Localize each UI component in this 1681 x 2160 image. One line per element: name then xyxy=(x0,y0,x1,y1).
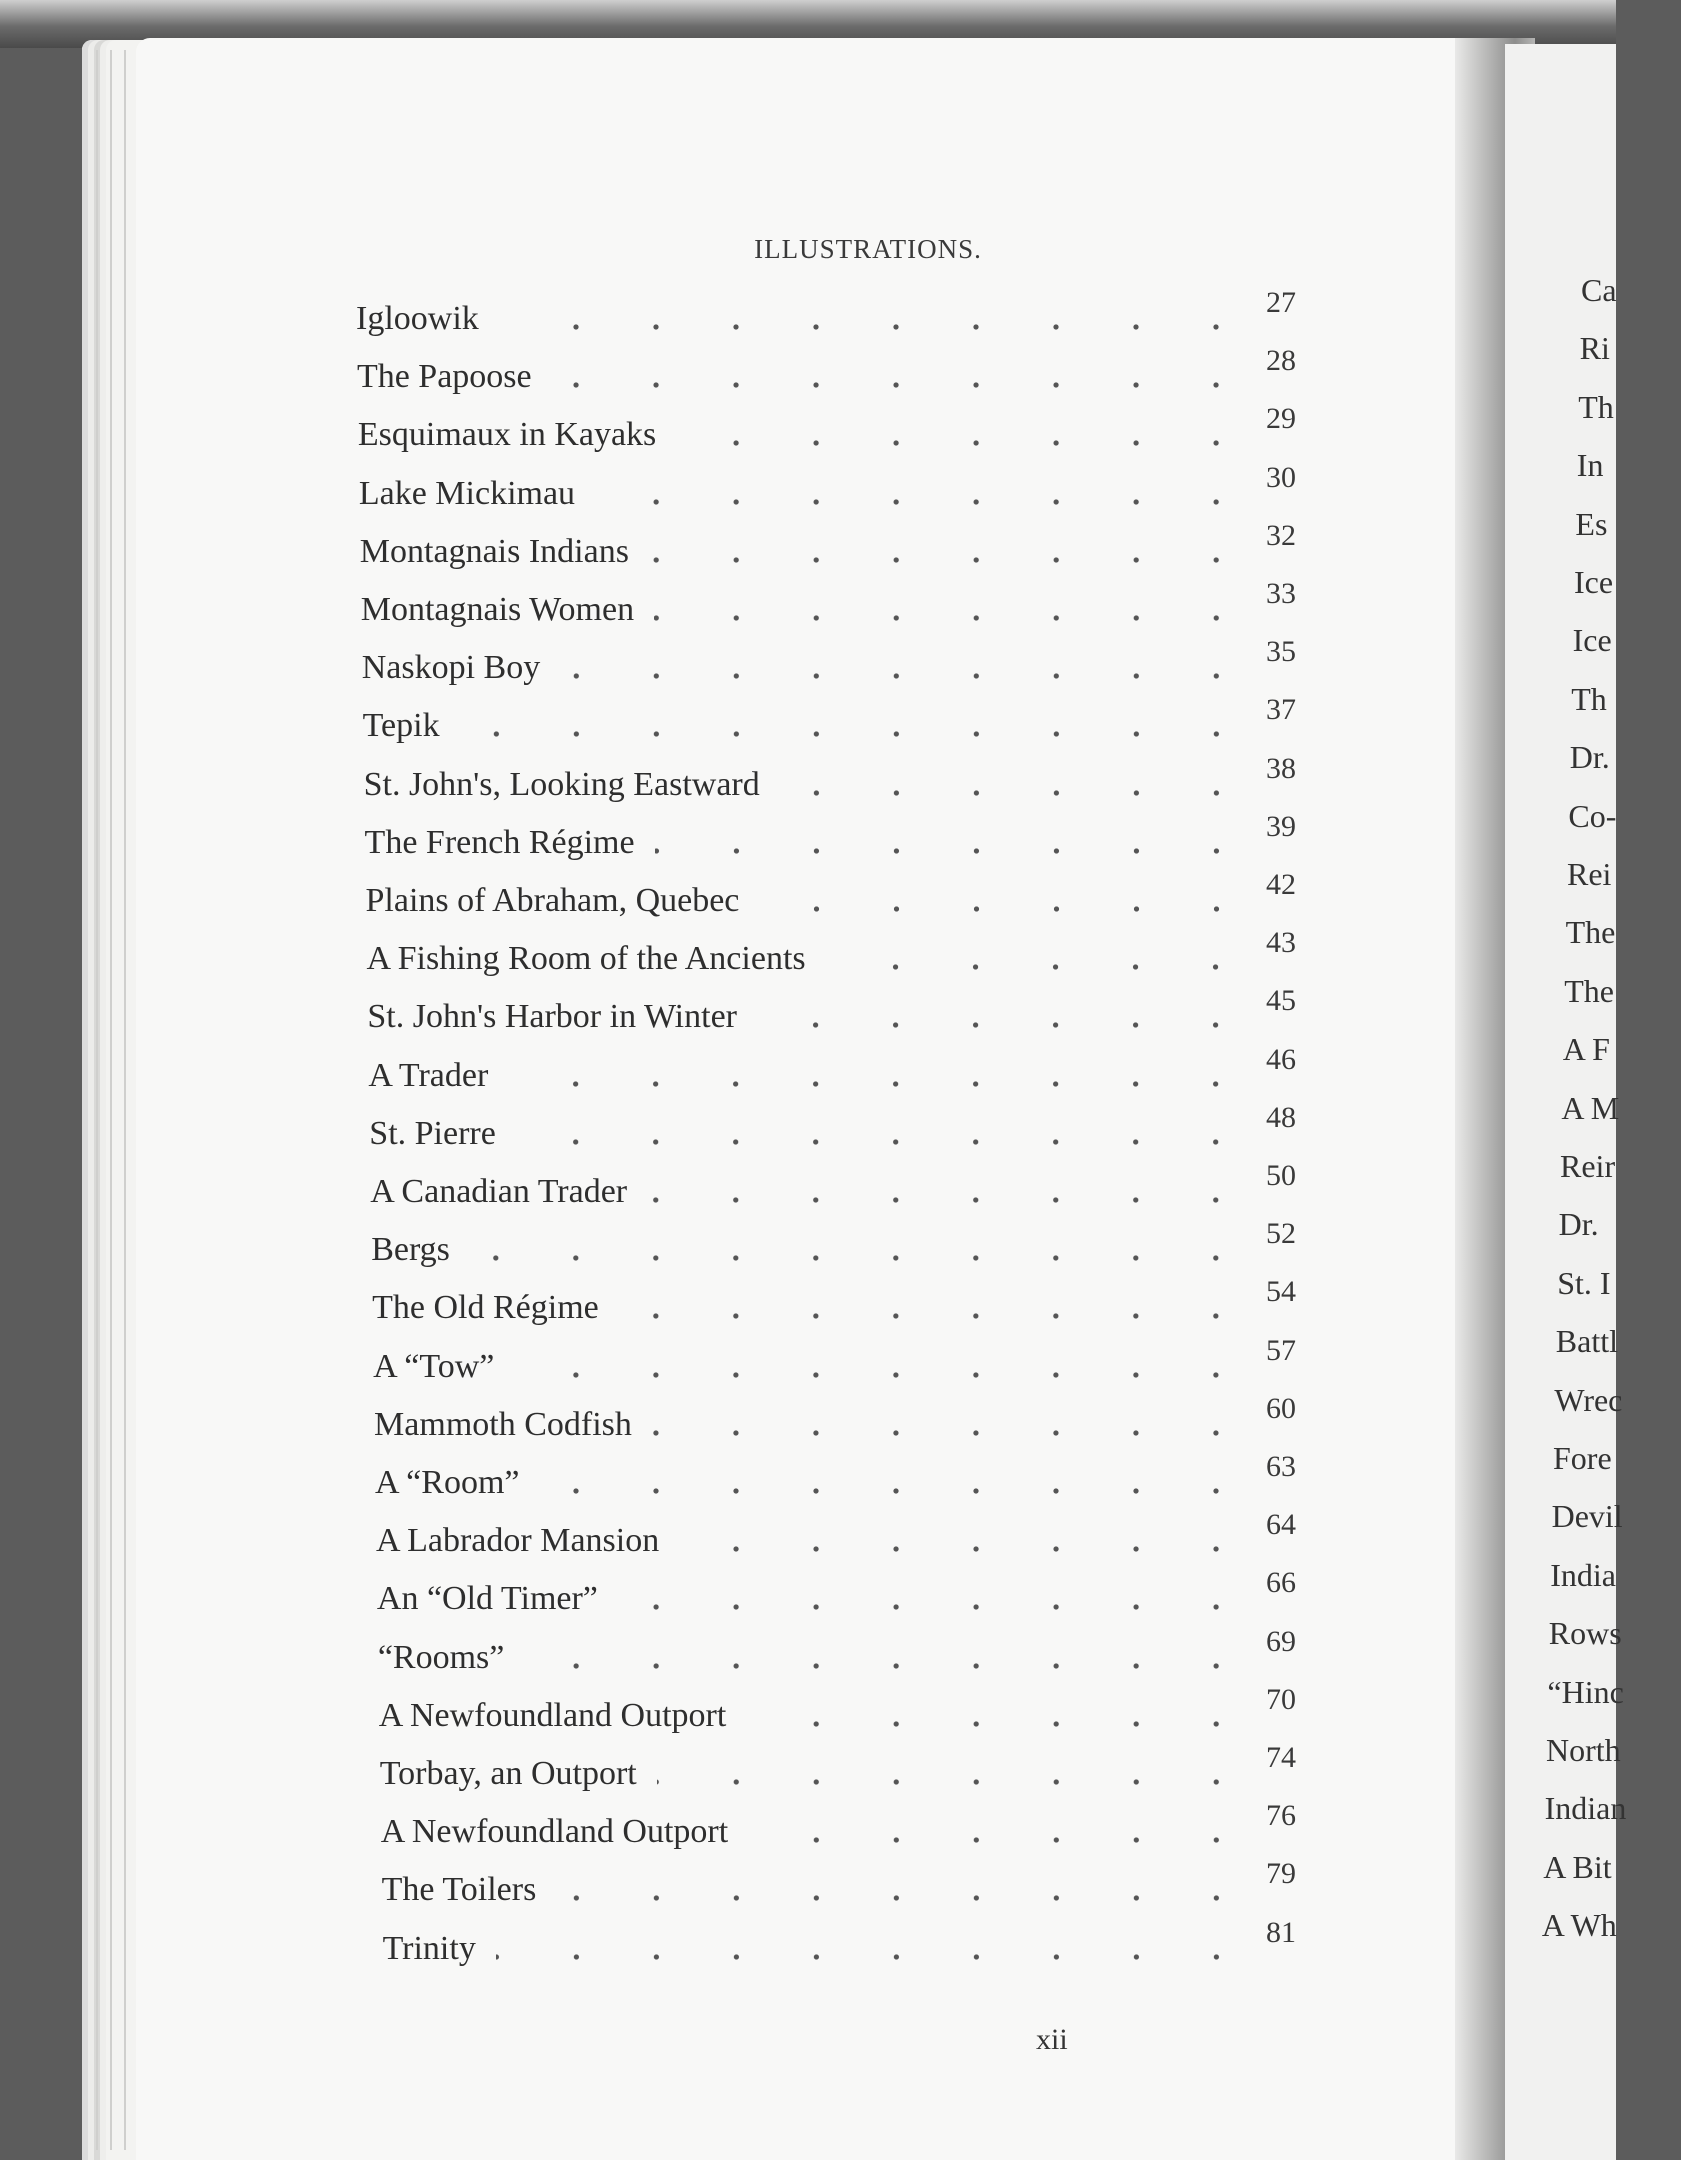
leader-dots xyxy=(652,1430,1256,1436)
list-item xyxy=(374,1391,1326,1450)
entry-title: The Old Régime xyxy=(372,1289,599,1327)
entry-page-number: 64 xyxy=(1265,1508,1296,1542)
list-item xyxy=(377,1624,1326,1683)
entry-title: The Papoose xyxy=(356,358,532,396)
list-item xyxy=(356,288,1326,344)
entry-page-number: 45 xyxy=(1265,984,1296,1018)
list-item xyxy=(376,1510,1326,1566)
entry-page-number: 52 xyxy=(1265,1217,1296,1251)
list-item xyxy=(358,404,1326,460)
leader-dots xyxy=(749,1837,1256,1843)
entry-page-number: 46 xyxy=(1265,1042,1296,1076)
leader-dots xyxy=(654,615,1256,621)
entry-page-number: 29 xyxy=(1265,402,1296,436)
right-page-fragment: Dr. xyxy=(1569,739,1610,776)
entry-title: Bergs xyxy=(371,1231,450,1269)
right-page-fragment: Es xyxy=(1575,505,1608,542)
entry-title: “Rooms” xyxy=(377,1638,505,1676)
right-page-fragment: Th xyxy=(1578,388,1614,425)
right-page-fragment: Devil xyxy=(1551,1498,1623,1535)
leader-dots xyxy=(780,790,1256,796)
entry-page-number: 37 xyxy=(1265,693,1296,727)
right-page-fragment: Rei xyxy=(1567,856,1612,892)
leader-dots xyxy=(595,499,1256,505)
left-page xyxy=(136,38,1480,2160)
page-edge-line xyxy=(124,50,126,2150)
entry-title: Trinity xyxy=(382,1929,476,1967)
leader-dots xyxy=(516,1139,1256,1145)
leader-dots xyxy=(825,964,1256,970)
entry-title: A Newfoundland Outport xyxy=(378,1696,727,1734)
leader-dots xyxy=(747,1721,1256,1727)
entry-title: A “Tow” xyxy=(373,1347,495,1385)
list-item xyxy=(357,346,1326,402)
right-page xyxy=(1505,44,1627,2160)
list-item xyxy=(359,518,1326,577)
leader-dots xyxy=(514,1372,1256,1378)
entry-page-number: 79 xyxy=(1265,1857,1296,1891)
right-page-fragment: A F xyxy=(1562,1031,1610,1068)
leader-dots xyxy=(460,731,1256,737)
entry-title: The French Régime xyxy=(364,823,635,861)
entry-title: St. John's, Looking Eastward xyxy=(363,765,760,803)
list-item xyxy=(373,1333,1326,1392)
entry-title: St. Pierre xyxy=(369,1114,496,1152)
list-item xyxy=(369,1100,1326,1159)
entry-title: Montagnais Women xyxy=(360,591,635,628)
right-page-fragment: A Wh xyxy=(1541,1907,1617,1944)
entry-page-number: 66 xyxy=(1265,1566,1296,1600)
entry-title: A Fishing Room of the Ancients xyxy=(366,940,806,978)
leader-dots xyxy=(655,848,1256,854)
page-edge-line xyxy=(110,50,112,2150)
entry-title: A “Room” xyxy=(375,1464,520,1501)
entry-title: Lake Mickimau xyxy=(358,474,576,512)
entry-title: Montagnais Indians xyxy=(359,532,629,570)
entry-title: Torbay, an Outport xyxy=(379,1755,637,1792)
list-item xyxy=(366,928,1326,984)
leader-dots xyxy=(676,440,1256,446)
leader-dots xyxy=(552,382,1256,388)
right-page-fragment: St. I xyxy=(1557,1264,1611,1301)
list-item xyxy=(378,1682,1326,1741)
list-item xyxy=(364,809,1326,868)
right-page-fragment: North xyxy=(1546,1732,1621,1768)
list-item xyxy=(363,751,1326,810)
entry-page-number: 43 xyxy=(1265,926,1296,960)
entry-page-number: 30 xyxy=(1265,460,1296,494)
entry-page-number: 70 xyxy=(1265,1682,1296,1716)
entry-page-number: 32 xyxy=(1265,518,1296,552)
entry-page-number: 57 xyxy=(1265,1333,1296,1367)
entry-page-number: 63 xyxy=(1266,1450,1296,1483)
entry-title: Tepik xyxy=(362,707,440,745)
entry-title: Naskopi Boy xyxy=(361,649,541,687)
list-item xyxy=(381,1801,1326,1857)
leader-dots xyxy=(647,1197,1256,1203)
entry-title: A Newfoundland Outport xyxy=(380,1813,729,1851)
right-page-fragment: Ca xyxy=(1581,272,1617,308)
list-item xyxy=(377,1568,1326,1624)
folio: xii xyxy=(1036,2023,1068,2056)
entry-page-number: 81 xyxy=(1265,1915,1296,1949)
entry-page-number: 38 xyxy=(1265,751,1296,785)
right-page-fragment: Wrec xyxy=(1554,1381,1623,1418)
list-item xyxy=(366,870,1327,926)
entry-page-number: 60 xyxy=(1265,1391,1296,1425)
leader-dots xyxy=(499,324,1256,330)
leader-dots xyxy=(657,1779,1256,1785)
right-page-fragment: Reir xyxy=(1560,1148,1616,1184)
entry-page-number: 28 xyxy=(1265,344,1296,378)
page-header xyxy=(136,234,1480,265)
list-item xyxy=(358,460,1326,519)
entry-title: Mammoth Codfish xyxy=(374,1405,632,1443)
leader-dots xyxy=(508,1081,1256,1087)
entry-page-number: 69 xyxy=(1265,1624,1296,1658)
list-item xyxy=(368,1042,1326,1101)
list-item xyxy=(367,986,1326,1042)
right-page-fragment: Th xyxy=(1571,680,1607,717)
entry-title: Plains of Abraham, Quebec xyxy=(365,882,740,919)
right-page-fragment: “Hinc xyxy=(1547,1673,1624,1710)
leader-dots xyxy=(525,1663,1256,1669)
entry-title: Esquimaux in Kayaks xyxy=(357,416,657,454)
entry-title: Igloowik xyxy=(356,300,479,337)
entry-page-number: 35 xyxy=(1265,635,1296,669)
right-page-fragment: A Bit xyxy=(1543,1848,1612,1885)
right-page-fragment: Battl xyxy=(1555,1323,1619,1360)
entry-title: An “Old Timer” xyxy=(376,1580,598,1618)
list-item xyxy=(361,579,1326,635)
list-item xyxy=(362,637,1326,693)
list-item xyxy=(375,1452,1326,1508)
right-page-fragment: Ice xyxy=(1574,564,1614,600)
entry-page-number: 39 xyxy=(1265,809,1296,843)
right-page-fragment: Fore xyxy=(1553,1440,1612,1476)
entry-page-number: 76 xyxy=(1265,1799,1296,1833)
list-item xyxy=(382,1859,1326,1915)
leader-dots xyxy=(496,1954,1256,1960)
leader-dots xyxy=(757,1022,1256,1028)
right-page-fragment: India xyxy=(1550,1556,1616,1593)
leader-dots xyxy=(561,673,1256,679)
right-page-fragment: The xyxy=(1565,914,1616,951)
right-page-fragment: In xyxy=(1576,447,1604,484)
entry-title: A Canadian Trader xyxy=(370,1173,628,1210)
right-page-fragment: Ri xyxy=(1579,330,1610,367)
right-page-fragment: Ice xyxy=(1572,622,1612,659)
list-item xyxy=(382,1915,1326,1974)
entry-page-number: 48 xyxy=(1265,1100,1296,1134)
right-page-fragment: Co- xyxy=(1568,797,1617,834)
entry-title: St. John's Harbor in Winter xyxy=(367,998,737,1036)
right-page-fragment: Dr. xyxy=(1558,1206,1599,1243)
entry-title: The Toilers xyxy=(381,1871,537,1909)
entry-title: A Labrador Mansion xyxy=(375,1522,660,1560)
entry-page-number: 50 xyxy=(1266,1159,1296,1192)
entry-page-number: 27 xyxy=(1266,286,1296,319)
list-item xyxy=(370,1161,1326,1217)
entry-page-number: 42 xyxy=(1266,868,1296,901)
right-page-fragment: Indian xyxy=(1544,1790,1627,1827)
page-header-title: ILLUSTRATIONS. xyxy=(754,234,982,264)
leader-dots xyxy=(649,557,1256,563)
page-edge-line xyxy=(96,50,98,2150)
entry-title: A Trader xyxy=(368,1056,489,1094)
right-page-fragment: A M xyxy=(1561,1089,1620,1126)
list-item xyxy=(372,1277,1326,1333)
leader-dots xyxy=(539,1488,1256,1494)
leader-dots xyxy=(619,1313,1256,1319)
right-page-fragment: Rows xyxy=(1548,1615,1622,1652)
leader-dots xyxy=(679,1546,1256,1552)
leader-dots xyxy=(557,1895,1256,1901)
list-item xyxy=(371,1219,1326,1275)
leader-dots xyxy=(618,1604,1256,1610)
list-item xyxy=(380,1743,1326,1799)
list-item xyxy=(363,695,1326,751)
leader-dots xyxy=(470,1255,1256,1261)
entry-page-number: 74 xyxy=(1266,1741,1296,1774)
entry-page-number: 54 xyxy=(1265,1275,1296,1309)
leader-dots xyxy=(760,906,1257,912)
entry-page-number: 33 xyxy=(1266,577,1296,610)
right-page-fragment: The xyxy=(1564,972,1614,1009)
